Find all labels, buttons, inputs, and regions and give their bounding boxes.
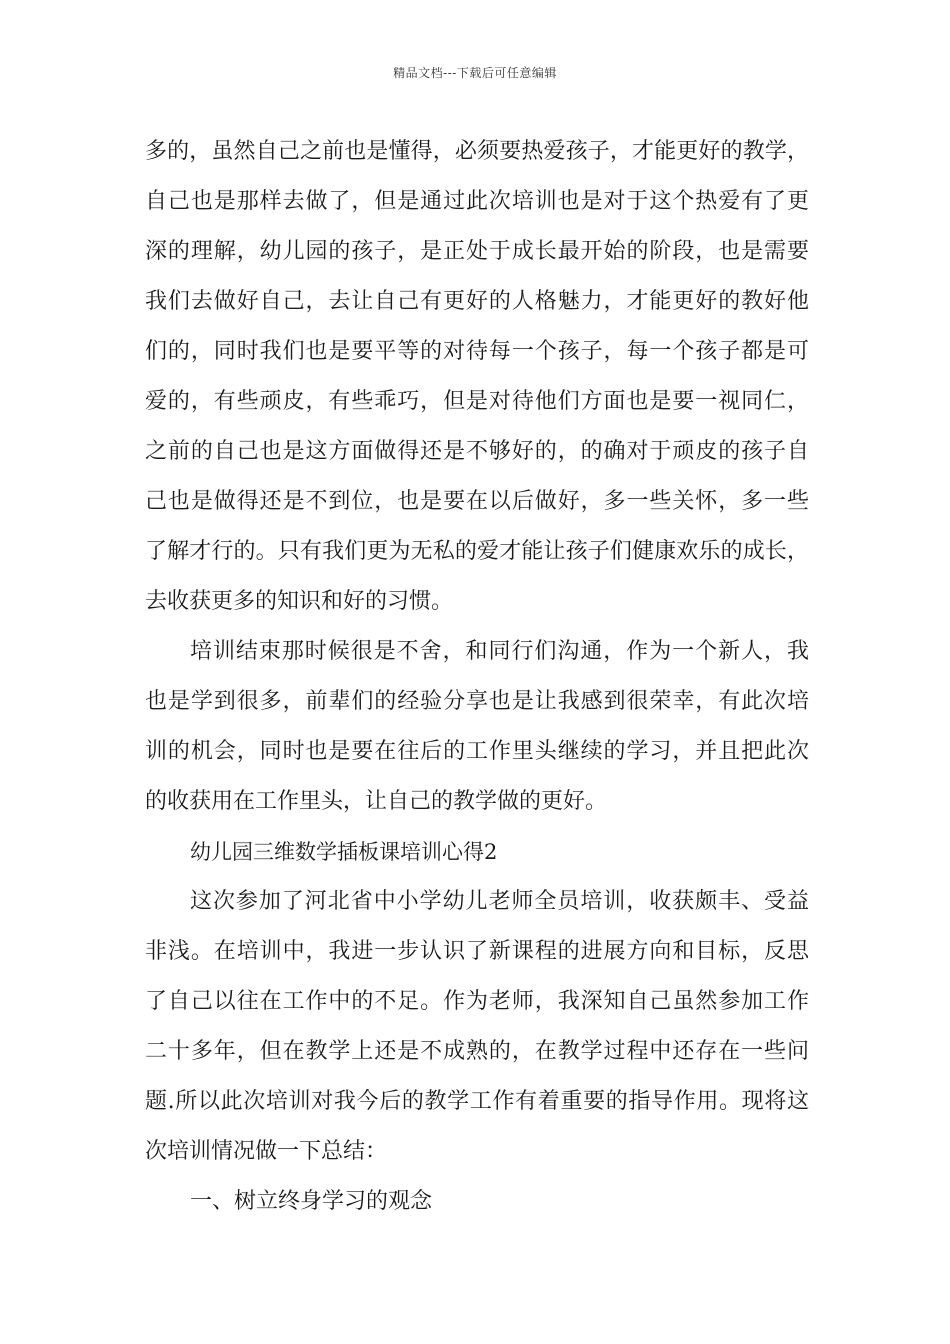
text-line: 题.所以此次培训对我今后的教学工作有着重要的指导作用。现将这	[145, 1089, 809, 1114]
text-line: 多的，虽然自己之前也是懂得，必须要热爱孩子，才能更好的教学，	[145, 139, 809, 164]
text-line: 己也是做得还是不到位，也是要在以后做好，多一些关怀，多一些	[145, 489, 809, 514]
page-header: 精品文档---下载后可任意编辑	[393, 66, 557, 80]
text-line: 爱的，有些顽皮，有些乖巧，但是对待他们方面也是要一视同仁，	[145, 389, 809, 414]
section-heading: 幼儿园三维数学插板课培训心得2	[190, 840, 498, 864]
text-line: 一、树立终身学习的观念	[190, 1189, 433, 1214]
text-line: 次培训情况做一下总结：	[145, 1139, 388, 1164]
text-line: 深的理解，幼儿园的孩子，是正处于成长最开始的阶段，也是需要	[145, 239, 809, 264]
text-line: 之前的自己也是这方面做得还是不够好的，的确对于顽皮的孩子自	[145, 439, 809, 464]
text-line: 二十多年，但在教学上还是不成熟的，在教学过程中还存在一些问	[145, 1039, 809, 1064]
text-line: 我们去做好自己，去让自己有更好的人格魅力，才能更好的教好他	[145, 289, 809, 314]
text-line: 们的，同时我们也是要平等的对待每一个孩子，每一个孩子都是可	[145, 339, 809, 364]
text-line: 这次参加了河北省中小学幼儿老师全员培训，收获颇丰、受益	[190, 889, 809, 914]
text-line: 了解才行的。只有我们更为无私的爱才能让孩子们健康欢乐的成长，	[145, 539, 809, 564]
text-line: 培训结束那时候很是不舍，和同行们沟通，作为一个新人，我	[190, 639, 809, 664]
text-line: 的收获用在工作里头，让自己的教学做的更好。	[145, 789, 608, 814]
text-line: 也是学到很多，前辈们的经验分享也是让我感到很荣幸，有此次培	[145, 689, 809, 714]
text-line: 训的机会，同时也是要在往后的工作里头继续的学习，并且把此次	[145, 739, 809, 764]
text-line: 了自己以往在工作中的不足。作为老师，我深知自己虽然参加工作	[145, 989, 809, 1014]
text-line: 自己也是那样去做了，但是通过此次培训也是对于这个热爱有了更	[145, 189, 809, 214]
text-line: 非浅。在培训中，我进一步认识了新课程的进展方向和目标，反思	[145, 939, 809, 964]
text-line: 去收获更多的知识和好的习惯。	[145, 589, 454, 614]
document-body	[145, 127, 809, 1227]
